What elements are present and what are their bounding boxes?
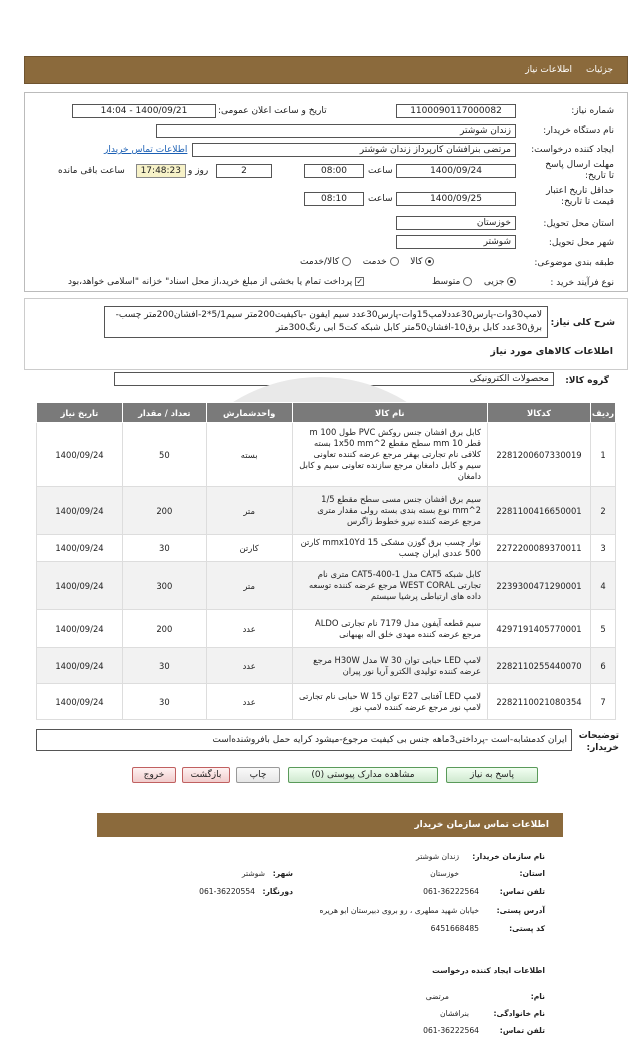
code-cell: 2282110021080354 — [487, 684, 590, 720]
goods-table — [36, 402, 616, 720]
send-date-value: 1400/09/24 — [396, 164, 516, 178]
creator-name-value: مرتضی — [425, 992, 449, 1001]
qty-cell: 50 — [122, 423, 206, 487]
process-medium-label: متوسط — [432, 277, 461, 287]
name-cell: کابل شبکه CAT5 مدل CAT5-400-1 متری نام تجارتی WEST CORAL مرجع عرضه کننده توسعه داده های ارتباطی پرشیا سیستم — [292, 562, 487, 610]
date-cell: 1400/09/24 — [37, 487, 123, 535]
qty-cell: 200 — [122, 487, 206, 535]
print-button[interactable]: چاپ — [236, 767, 280, 783]
goods-title: اطلاعات کالاهای مورد نیاز — [490, 346, 613, 357]
category-goods-service-label: کالا/خدمت — [300, 257, 340, 267]
announce-value: 1400/09/21 - 14:04 — [72, 104, 216, 118]
unit-cell: متر — [206, 487, 292, 535]
buyer-contact-link[interactable]: اطلاعات تماس خریدار — [104, 145, 188, 155]
contact-phone-label: تلفن تماس: — [499, 887, 545, 896]
payment-checkbox[interactable]: ✓ — [356, 277, 364, 286]
exit-button[interactable]: خروج — [132, 767, 176, 783]
province-value: خوزستان — [396, 216, 516, 230]
unit-cell: عدد — [206, 684, 292, 720]
process-radio-group — [432, 277, 519, 287]
announce-label: تاریخ و ساعت اعلان عمومی: — [218, 106, 327, 116]
contact-city-value: شوشتر — [241, 869, 265, 878]
category-service-radio[interactable] — [390, 257, 399, 266]
category-goods-service-radio[interactable] — [342, 257, 351, 266]
table-row — [37, 648, 616, 684]
validity-time-value: 08:10 — [304, 192, 364, 206]
col-date-header: تاریخ نیاز — [37, 403, 123, 423]
days-value: 2 — [216, 164, 272, 178]
validity-time-label: ساعت — [368, 194, 393, 204]
category-service-label: خدمت — [362, 257, 387, 267]
qty-cell: 30 — [122, 684, 206, 720]
send-deadline-label: مهلت ارسال پاسخ تا تاریخ: — [545, 160, 614, 181]
col-qty-header: تعداد / مقدار — [122, 403, 206, 423]
creator-name-label: نام: — [530, 992, 545, 1001]
row-number-cell: 3 — [591, 535, 616, 562]
col-code-header: کدکالا — [487, 403, 590, 423]
tab-need-info[interactable]: اطلاعات نیاز — [525, 65, 573, 75]
remaining-time-value: 17:48:23 — [136, 164, 186, 178]
top-nav-bar — [24, 56, 628, 84]
table-row — [37, 684, 616, 720]
category-goods-label: کالا — [410, 257, 423, 267]
contact-org-value: زندان شوشتر — [416, 852, 459, 861]
creator-phone-value: 061-36222564 — [423, 1026, 479, 1035]
process-partial-label: جزیی — [483, 277, 505, 287]
process-medium-radio[interactable] — [463, 277, 472, 286]
buyer-notes-label: توضیحات خریدار: — [578, 731, 619, 753]
city-value: شوشتر — [396, 235, 516, 249]
city-label: شهر محل تحویل: — [548, 238, 614, 248]
unit-cell: عدد — [206, 610, 292, 648]
name-cell: نوار چسب برق گوزن مشکی 15 mmx10Yd کارتن 500 عددی ایران چسب — [292, 535, 487, 562]
creator-family-value: بنرافشان — [440, 1009, 469, 1018]
contact-phone-value: 061-36222564 — [423, 887, 479, 896]
payment-note-text: پرداخت تمام یا بخشی از مبلغ خرید،از محل اسناد" خزانه "اسلامی خواهد،بود — [68, 277, 353, 287]
remaining-label: ساعت باقی مانده — [58, 166, 125, 176]
category-goods-radio[interactable] — [425, 257, 434, 266]
row-number-cell: 4 — [591, 562, 616, 610]
contact-province-label: استان: — [519, 869, 545, 878]
payment-note — [68, 277, 367, 287]
province-label: استان محل تحویل: — [543, 219, 614, 229]
buyer-notes-text: ایران کدمشابه-است -پرداختی3ماهه جنس بی کیفیت مرجوع-میشود کرایه حمل بافروشنده‌است — [36, 729, 572, 751]
buyer-org-value: زندان شوشتر — [156, 124, 516, 138]
back-button[interactable]: بازگشت — [182, 767, 230, 783]
days-label: روز و — [188, 166, 209, 176]
unit-cell: عدد — [206, 648, 292, 684]
row-number-cell: 6 — [591, 648, 616, 684]
code-cell: 2282110255440070 — [487, 648, 590, 684]
qty-cell: 30 — [122, 648, 206, 684]
col-unit-header: واحدشمارش — [206, 403, 292, 423]
contact-fax-label: دورنگار: — [262, 887, 293, 896]
attachments-button[interactable]: مشاهده مدارک پیوستی (0) — [288, 767, 438, 783]
reply-button[interactable]: پاسخ به نیاز — [446, 767, 538, 783]
name-cell: لامپ LED حبابی توان 30 W مدل H30W مرجع عرضه کننده تولیدی الکترو آریا نور پیران — [292, 648, 487, 684]
date-cell: 1400/09/24 — [37, 648, 123, 684]
code-cell: 2272200089370011 — [487, 535, 590, 562]
creator-label: ایجاد کننده درخواست: — [531, 145, 614, 155]
row-number-cell: 2 — [591, 487, 616, 535]
contact-province-value: خوزستان — [430, 869, 459, 878]
qty-cell: 200 — [122, 610, 206, 648]
unit-cell: متر — [206, 562, 292, 610]
send-time-label: ساعت — [368, 166, 393, 176]
contact-city-label: شهر: — [272, 869, 293, 878]
creator-value: مرتضی بنرافشان کارپرداز زندان شوشتر — [192, 143, 516, 157]
table-row — [37, 610, 616, 648]
contact-address-value: خیابان شهید مطهری ، رو بروی دبیرستان ابو هریره — [319, 906, 479, 915]
creator-phone-label: تلفن تماس: — [499, 1026, 545, 1035]
tab-details[interactable]: جزئیات — [586, 65, 613, 75]
buyer-org-label: نام دستگاه خریدار: — [543, 126, 614, 136]
contact-org-label: نام سازمان خریدار: — [472, 852, 545, 861]
code-cell: 2281200607330019 — [487, 423, 590, 487]
col-name-header: نام کالا — [292, 403, 487, 423]
table-row — [37, 535, 616, 562]
table-row — [37, 423, 616, 487]
contact-fax-value: 061-36220554 — [199, 887, 255, 896]
table-row — [37, 487, 616, 535]
row-number-cell: 1 — [591, 423, 616, 487]
process-label: نوع فرآیند خرید : — [550, 278, 614, 288]
validity-label: حداقل تاریخ اعتبار قیمت تا تاریخ: — [546, 186, 614, 207]
goods-group-value: محصولات الکترونیکی — [114, 372, 554, 386]
code-cell: 2239300471290001 — [487, 562, 590, 610]
creator-section-title: اطلاعات ایجاد کننده درخواست — [432, 966, 545, 975]
need-number-value: 1100090117000082 — [396, 104, 516, 118]
code-cell: 4297191405770001 — [487, 610, 590, 648]
unit-cell: کارتن — [206, 535, 292, 562]
code-cell: 2281100416650001 — [487, 487, 590, 535]
table-row — [37, 562, 616, 610]
row-number-cell: 5 — [591, 610, 616, 648]
contact-postal-label: کد پستی: — [509, 924, 545, 933]
date-cell: 1400/09/24 — [37, 684, 123, 720]
col-row-header: ردیف — [591, 403, 616, 423]
summary-label: شرح کلی نیاز: — [550, 318, 615, 328]
qty-cell: 300 — [122, 562, 206, 610]
contact-section-title: اطلاعات تماس سازمان خریدار — [97, 813, 563, 837]
summary-text: لامپ30وات-پارس30عددلامپ15وات-پارس30عدد سیم ایفون -باکیفیت200متر سیم5/1*2-افشان200متر چسب-برق30عدد کابل برق10-افشان50متر کابل شبکه کت5 ابی رنگ300متر — [104, 306, 548, 338]
validity-date-value: 1400/09/25 — [396, 192, 516, 206]
category-label: طبقه بندی موضوعی: — [534, 258, 614, 268]
goods-group-label: گروه کالا: — [565, 376, 609, 386]
category-radio-group — [300, 257, 437, 267]
date-cell: 1400/09/24 — [37, 562, 123, 610]
unit-cell: بسته — [206, 423, 292, 487]
name-cell: لامپ LED آفتابی E27 توان 15 W حبابی نام تجارتی لامپ نور مرجع عرضه کننده لامپ نور — [292, 684, 487, 720]
date-cell: 1400/09/24 — [37, 610, 123, 648]
goods-table-header — [37, 403, 616, 423]
process-partial-radio[interactable] — [507, 277, 516, 286]
name-cell: سیم قطعه آیفون مدل 7179 نام تجارتی ALDO مرجع عرضه کننده مهدی خلق اله بهبهانی — [292, 610, 487, 648]
contact-address-label: آدرس پستی: — [496, 906, 545, 915]
contact-postal-value: 6451668485 — [430, 924, 479, 933]
date-cell: 1400/09/24 — [37, 535, 123, 562]
qty-cell: 30 — [122, 535, 206, 562]
name-cell: سیم برق افشان جنس مسی سطح مقطع 1/5 mm^2 نوع بسته بندی بسته رولی مقدار متری مرجع عرضه کننده نیرو خطوط زاگرس — [292, 487, 487, 535]
name-cell: کابل برق افشان جنس روکش PVC طول 100 m قطر 10 mm سطح مقطع 1x50 mm^2 بسته کلافی نام تجارتی بهفر مرجع عرضه کننده تعاونی سیم و کابل دامغان مرجع سازنده تعاونی سیم و کابل دامغان — [292, 423, 487, 487]
date-cell: 1400/09/24 — [37, 423, 123, 487]
need-number-label: شماره نیاز: — [571, 106, 614, 116]
send-time-value: 08:00 — [304, 164, 364, 178]
row-number-cell: 7 — [591, 684, 616, 720]
creator-family-label: نام خانوادگی: — [493, 1009, 545, 1018]
